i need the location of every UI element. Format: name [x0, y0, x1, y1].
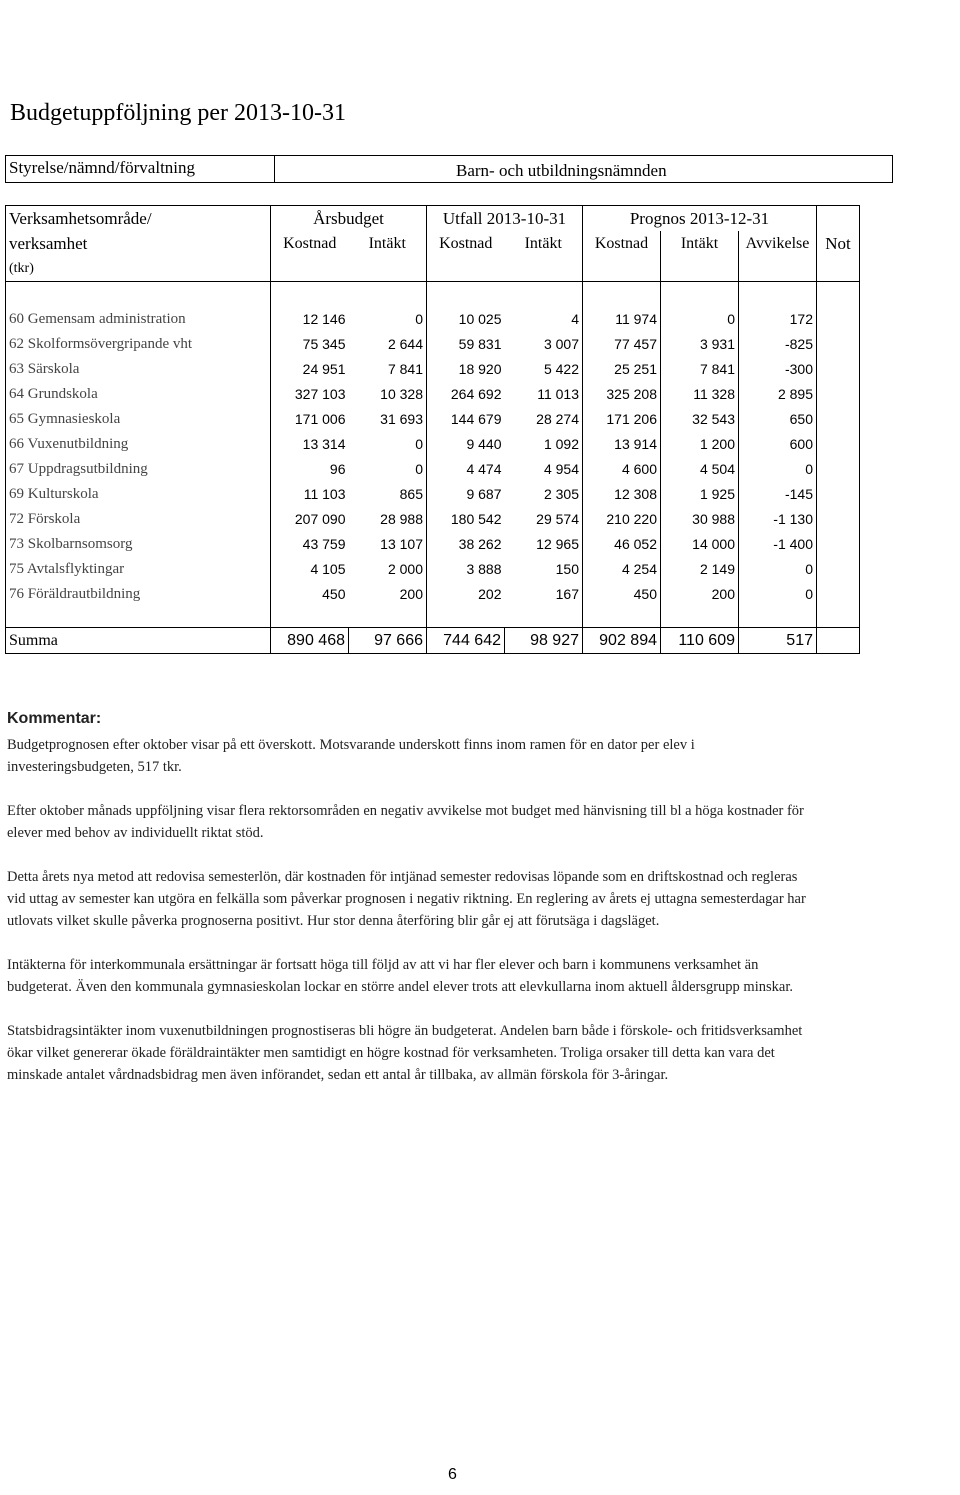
row-label: 75 Avtalsflyktingar: [6, 557, 271, 582]
cell-value: 38 262: [427, 532, 505, 557]
row-label: 63 Särskola: [6, 357, 271, 382]
header-blank-3: [427, 256, 505, 282]
row-label: 73 Skolbarnsomsorg: [6, 532, 271, 557]
header-intakt-3: Intäkt: [661, 231, 739, 256]
row-label: 64 Grundskola: [6, 382, 271, 407]
cell-value: 172: [739, 307, 817, 332]
row-label: 72 Förskola: [6, 507, 271, 532]
cell-value: 600: [739, 432, 817, 457]
spacer-cell: [817, 607, 860, 628]
cell-value: 0: [661, 307, 739, 332]
cell-value: 11 974: [583, 307, 661, 332]
cell-value: 450: [271, 582, 349, 607]
org-box: [5, 155, 893, 183]
cell-value: 4 600: [583, 457, 661, 482]
table-row: [6, 507, 860, 532]
cell-value: 200: [349, 582, 427, 607]
comment-paragraph: Detta årets nya metod att redovisa semesterlön, där kostnaden för intjänad semester redovisas löpande som en driftskostnad och regleras vid uttag av semester kan utgöra en felkälla som påverkar prognosen i negativ riktning. En reglering av årets ej uttagna semesterdagar har utlovats vilket skulle påverka prognoserna positivt. Hur stor denna återföring blir går ej att förutsäga i dagsläget.: [7, 869, 806, 929]
summa-label: Summa: [6, 628, 271, 654]
spacer-cell: [661, 607, 739, 628]
table-row: [6, 357, 860, 382]
cell-value: 2 000: [349, 557, 427, 582]
budget-table: [5, 205, 860, 654]
cell-not: [817, 582, 860, 607]
spacer-cell: [583, 607, 661, 628]
cell-value: 9 687: [427, 482, 505, 507]
cell-value: -300: [739, 357, 817, 382]
cell-value: 96: [271, 457, 349, 482]
header-prognos: Prognos 2013-12-31: [583, 206, 817, 232]
cell-value: 10 328: [349, 382, 427, 407]
cell-not: [817, 432, 860, 457]
row-label: 67 Uppdragsutbildning: [6, 457, 271, 482]
table-row: [6, 557, 860, 582]
cell-value: 25 251: [583, 357, 661, 382]
row-label: 62 Skolformsövergripande vht: [6, 332, 271, 357]
row-label: 76 Föräldrautbildning: [6, 582, 271, 607]
cell-value: 11 103: [271, 482, 349, 507]
header-area-3: (tkr): [6, 256, 271, 282]
cell-value: 28 274: [505, 407, 583, 432]
org-name: Barn- och utbildningsnämnden: [456, 161, 667, 180]
cell-value: 24 951: [271, 357, 349, 382]
cell-not: [817, 357, 860, 382]
spacer-cell: [739, 607, 817, 628]
cell-value: 12 146: [271, 307, 349, 332]
cell-value: 1 200: [661, 432, 739, 457]
header-blank-8: [817, 256, 860, 282]
summa-not: [817, 628, 860, 654]
header-avvikelse: Avvikelse: [739, 231, 817, 256]
cell-value: 144 679: [427, 407, 505, 432]
row-label: 66 Vuxenutbildning: [6, 432, 271, 457]
table-row: [6, 382, 860, 407]
cell-value: 1 092: [505, 432, 583, 457]
row-label: 60 Gemensam administration: [6, 307, 271, 332]
spacer-cell: [427, 607, 505, 628]
header-intakt-2: Intäkt: [524, 235, 562, 252]
cell-not: [817, 507, 860, 532]
header-blank-1: [271, 256, 349, 282]
cell-value: 207 090: [271, 507, 349, 532]
cell-value: -825: [739, 332, 817, 357]
spacer-cell: [271, 607, 349, 628]
cell-value: 13 314: [271, 432, 349, 457]
cell-value: 4 474: [427, 457, 505, 482]
cell-value: 12 965: [505, 532, 583, 557]
header-area-1: Verksamhetsområde/: [6, 206, 271, 232]
cell-value: -1 130: [739, 507, 817, 532]
header-blank-2: [349, 256, 427, 282]
summa-value: 890 468: [271, 628, 349, 654]
cell-value: 13 107: [349, 532, 427, 557]
table-row: [6, 332, 860, 357]
org-divider: [274, 156, 275, 182]
table-row: [6, 582, 860, 607]
cell-value: 0: [739, 557, 817, 582]
cell-value: 0: [349, 432, 427, 457]
header-blank-4: [505, 256, 583, 282]
cell-value: 0: [739, 457, 817, 482]
cell-value: 167: [505, 582, 583, 607]
cell-value: 2 305: [505, 482, 583, 507]
header-row-2: [6, 231, 860, 256]
header-area-2: verksamhet: [6, 231, 271, 256]
comment-paragraph: Efter oktober månads uppföljning visar flera rektorsområden en negativ avvikelse mot budget med hänvisning till bl a höga kostnader för elever med behov av individuellt riktat stöd.: [7, 803, 804, 841]
cell-not: [817, 332, 860, 357]
comments-heading: Kommentar:: [7, 710, 102, 727]
cell-value: 171 006: [271, 407, 349, 432]
summa-value: 98 927: [505, 628, 583, 654]
cell-value: 7 841: [349, 357, 427, 382]
cell-value: 450: [583, 582, 661, 607]
cell-value: 180 542: [427, 507, 505, 532]
cell-value: 2 644: [349, 332, 427, 357]
spacer-4: [427, 282, 505, 308]
header-blank-7: [739, 256, 817, 282]
cell-value: 200: [661, 582, 739, 607]
header-kostnad-3: Kostnad: [583, 231, 661, 256]
cell-value: 10 025: [427, 307, 505, 332]
cell-value: 12 308: [583, 482, 661, 507]
cell-value: 650: [739, 407, 817, 432]
table-row: [6, 307, 860, 332]
cell-value: 3 931: [661, 332, 739, 357]
cell-value: 18 920: [427, 357, 505, 382]
cell-value: 14 000: [661, 532, 739, 557]
spacer-cell: [505, 607, 583, 628]
table-row: [6, 407, 860, 432]
cell-value: 43 759: [271, 532, 349, 557]
cell-value: 30 988: [661, 507, 739, 532]
cell-value: -1 400: [739, 532, 817, 557]
cell-value: 0: [349, 307, 427, 332]
cell-value: 4 954: [505, 457, 583, 482]
cell-value: 3 007: [505, 332, 583, 357]
page-title: Budgetuppföljning per 2013-10-31: [10, 100, 346, 126]
header-arsbudget: Årsbudget: [271, 206, 427, 232]
cell-value: 2 895: [739, 382, 817, 407]
cell-value: 327 103: [271, 382, 349, 407]
spacer-6: [583, 282, 661, 308]
cell-not: [817, 532, 860, 557]
spacer-2: [271, 282, 349, 308]
cell-value: 11 328: [661, 382, 739, 407]
header-blank-6: [661, 256, 739, 282]
cell-value: 171 206: [583, 407, 661, 432]
cell-not: [817, 307, 860, 332]
cell-value: 264 692: [427, 382, 505, 407]
header-kostnad-1: Kostnad: [271, 231, 349, 256]
spacer-5: [505, 282, 583, 308]
header-not-top: [817, 206, 860, 232]
cell-value: 4 254: [583, 557, 661, 582]
cell-value: 4 504: [661, 457, 739, 482]
cell-value: 7 841: [661, 357, 739, 382]
spacer-9: [817, 282, 860, 308]
table-row: [6, 457, 860, 482]
cell-not: [817, 482, 860, 507]
spacer-7: [661, 282, 739, 308]
cell-value: 28 988: [349, 507, 427, 532]
spacer-cell: [349, 607, 427, 628]
header-utfall: Utfall 2013-10-31: [427, 206, 583, 232]
page-number: 6: [448, 1466, 457, 1483]
spacer-cell: [6, 607, 271, 628]
summa-value: 97 666: [349, 628, 427, 654]
cell-value: 3 888: [427, 557, 505, 582]
cell-value: 75 345: [271, 332, 349, 357]
cell-value: 202: [427, 582, 505, 607]
cell-value: 9 440: [427, 432, 505, 457]
cell-value: 59 831: [427, 332, 505, 357]
comment-paragraph: Budgetprognosen efter oktober visar på ett överskott. Motsvarande underskott finns inom ramen för en dator per elev i investeringsbudgeten, 517 tkr.: [7, 737, 695, 775]
cell-not: [817, 457, 860, 482]
comment-paragraph: Intäkterna för interkommunala ersättningar är fortsatt höga till följd av att vi har fler elever och barn i kommunens verksamhet än budgeterat. Även den kommunala gymnasieskolan lockar en större andel elever trots att elevkullarna inom aktuell åldersgrupp minskar.: [7, 957, 793, 995]
cell-value: 4: [505, 307, 583, 332]
table-row: [6, 482, 860, 507]
comment-paragraph: Statsbidragsintäkter inom vuxenutbildningen prognostiseras bli högre än budgeterat. Andelen barn både i förskole- och fritidsverksamhet ökar vilket genererar ökade föräldraintäkter men samtidigt en högre kostnad för verksamheten. Troliga orsaker till detta kan vara det minskade antalet vårdnadsbidrag men även införandet, sedan ett antal år tillbaka, av allmän förskola för 3-åringar.: [7, 1023, 803, 1083]
summa-value: 744 642: [427, 628, 505, 654]
header-not: Not: [817, 231, 860, 256]
cell-value: 0: [739, 582, 817, 607]
cell-value: 865: [349, 482, 427, 507]
cell-value: 13 914: [583, 432, 661, 457]
spacer-8: [739, 282, 817, 308]
cell-value: 4 105: [271, 557, 349, 582]
comments-section: [7, 708, 807, 1108]
cell-value: 29 574: [505, 507, 583, 532]
cell-value: 46 052: [583, 532, 661, 557]
header-kostnad-2: Kostnad: [427, 231, 505, 256]
spacer-row: [6, 607, 860, 628]
spacer-1: [6, 282, 271, 308]
cell-value: 11 013: [505, 382, 583, 407]
cell-value: 2 149: [661, 557, 739, 582]
table-row: [6, 432, 860, 457]
cell-value: 150: [505, 557, 583, 582]
summa-row: [6, 628, 860, 654]
cell-value: 77 457: [583, 332, 661, 357]
summa-value: 517: [739, 628, 817, 654]
header-row-3: [6, 256, 860, 282]
cell-value: 32 543: [661, 407, 739, 432]
cell-value: 31 693: [349, 407, 427, 432]
header-intakt-1: Intäkt: [368, 235, 406, 252]
spacer-row: [6, 282, 860, 308]
cell-value: -145: [739, 482, 817, 507]
row-label: 69 Kulturskola: [6, 482, 271, 507]
table-row: [6, 532, 860, 557]
cell-value: 210 220: [583, 507, 661, 532]
org-label: Styrelse/nämnd/förvaltning: [9, 158, 196, 177]
header-blank-5: [583, 256, 661, 282]
cell-value: 325 208: [583, 382, 661, 407]
cell-not: [817, 382, 860, 407]
cell-not: [817, 407, 860, 432]
cell-value: 1 925: [661, 482, 739, 507]
spacer-3: [349, 282, 427, 308]
summa-value: 902 894: [583, 628, 661, 654]
header-row-1: [6, 206, 860, 232]
cell-value: 5 422: [505, 357, 583, 382]
summa-value: 110 609: [661, 628, 739, 654]
cell-value: 0: [349, 457, 427, 482]
cell-not: [817, 557, 860, 582]
row-label: 65 Gymnasieskola: [6, 407, 271, 432]
